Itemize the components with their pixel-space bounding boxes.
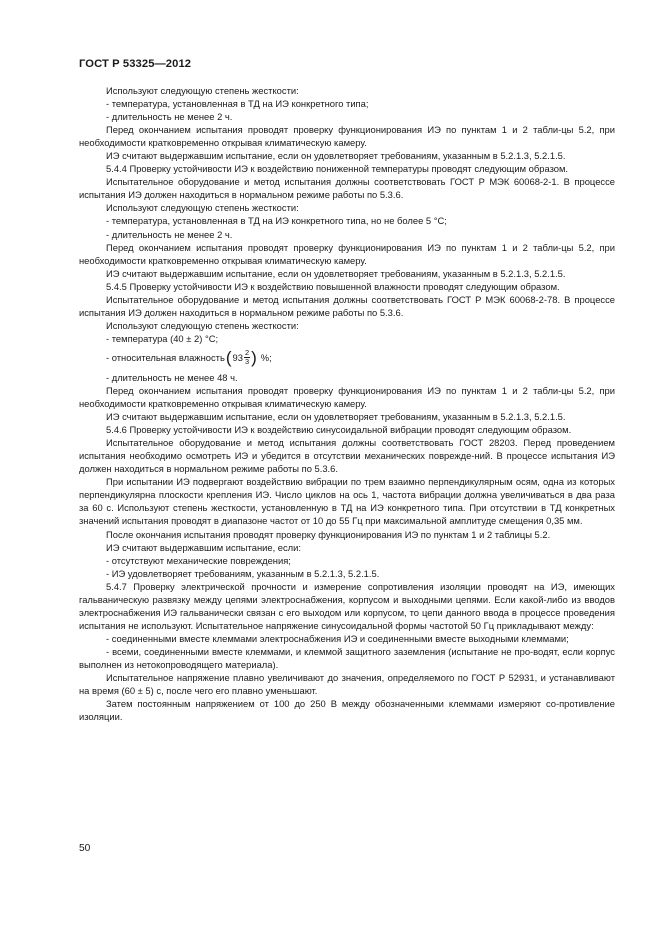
paragraph: ИЭ считают выдержавшим испытание, если он удовлетворяет требованиям, указанным в 5.2.1.3, 5.2.1.5.	[106, 411, 566, 423]
humidity-tolerance	[244, 349, 250, 366]
list-item: - длительность не менее 2 ч.	[106, 111, 233, 123]
paragraph: Испытательное оборудование и метод испытания должны соответствовать ГОСТ 28203. Перед проведением испытания необходимо осмотреть ИЭ и убедится в отсутствии механических поврежде-ний. В процессе испытания ИЭ должен находиться в нормальном режиме работы по 5.3.6.	[79, 437, 615, 475]
paragraph: Испытательное оборудование и метод испытания должны соответствовать ГОСТ Р МЭК 60068-2-1. В процессе испытания ИЭ должен находиться в нормальном режиме работы по 5.3.6.	[79, 176, 615, 201]
humidity-value: 93	[232, 352, 243, 364]
paragraph: При испытании ИЭ подвергают воздействию вибрации по трем взаимно перпендикулярным осям, одна из которых перпендикулярна плоскости крепления ИЭ. Число циклов на ось 1, частота вибрации должна увеличиваться в два раза за 60 с. Используют степень жесткости, установленную в ТД на ИЭ конкретного типа. При отсутствии в ТД конкретных значений испытания проводят в диапазоне частот от 10 до 55 Гц при максимальной амплитуде смещения 0,35 мм.	[79, 476, 615, 527]
open-paren-glyph: (	[225, 348, 232, 368]
paragraph: ИЭ считают выдержавшим испытание, если он удовлетворяет требованиям, указанным в 5.2.1.3, 5.2.1.5.	[106, 267, 566, 279]
humidity-list-item	[79, 347, 615, 369]
document-body	[79, 84, 615, 723]
list-item: - ИЭ удовлетворяет требованиям, указанным в 5.2.1.3, 5.2.1.5.	[106, 567, 380, 579]
paragraph: Перед окончанием испытания проводят проверку функционирования ИЭ по пунктам 1 и 2 табли-цы 5.2, при необходимости кратковременно открывая климатическую камеру.	[79, 124, 615, 149]
list-item: - длительность не менее 2 ч.	[106, 228, 233, 240]
humidity-unit: %;	[260, 352, 272, 364]
paragraph: ИЭ считают выдержавшим испытание, если он удовлетворяет требованиям, указанным в 5.2.1.3, 5.2.1.5.	[106, 150, 566, 162]
list-item: - длительность не менее 48 ч.	[106, 371, 238, 383]
document-code-header: ГОСТ Р 53325—2012	[79, 58, 192, 70]
list-item: - температура, установленная в ТД на ИЭ конкретного типа;	[106, 98, 369, 110]
paragraph: ИЭ считают выдержавшим испытание, если:	[106, 541, 301, 553]
list-item: - соединенными вместе клеммами электроснабжения ИЭ и соединенными вместе выходными клеммами;	[106, 632, 569, 644]
section-5-4-5: 5.4.5 Проверку устойчивости ИЭ к воздействию повышенной влажности проводят следующим образом.	[106, 280, 560, 292]
paragraph: Затем постоянным напряжением от 100 до 250 В между обозначенными клеммами измеряют со-противление изоляции.	[79, 698, 615, 723]
page-number: 50	[79, 843, 91, 854]
list-item: - температура (40 ± 2) °С;	[106, 332, 219, 344]
paragraph: Перед окончанием испытания проводят проверку функционирования ИЭ по пунктам 1 и 2 табли-цы 5.2, при необходимости кратковременно открывая климатическую камеру.	[79, 241, 615, 266]
close-paren-glyph: )	[251, 348, 257, 368]
tolerance-minus: 3	[244, 357, 250, 367]
list-item: - температура, установленная в ТД на ИЭ конкретного типа, но не более 5 °С;	[106, 215, 447, 227]
paragraph: После окончания испытания проводят проверку функционирования ИЭ по пунктам 1 и 2 таблицы 5.2.	[106, 528, 551, 540]
section-5-4-6: 5.4.6 Проверку устойчивости ИЭ к воздействию синусоидальной вибрации проводят следующим образом.	[106, 424, 572, 436]
paragraph: Испытательное напряжение плавно увеличивают до значения, определяемого по ГОСТ Р 52931, и устанавливают на время (60 ± 5) с, после чего его плавно уменьшают.	[79, 672, 615, 697]
list-item: - всеми, соединенными вместе клеммами, и клеммой защитного заземления (испытание не про-водят, если корпус выполнен из нетокопроводящего материала).	[79, 645, 615, 670]
humidity-formula	[225, 349, 258, 366]
paragraph: Используют следующую степень жесткости:	[106, 202, 299, 214]
humidity-label: - относительная влажность	[106, 352, 225, 364]
paragraph: Используют следующую степень жесткости:	[106, 319, 299, 331]
paragraph: Испытательное оборудование и метод испытания должны соответствовать ГОСТ Р МЭК 60068-2-78. В процессе испытания ИЭ должен находиться в нормальном режиме работы по 5.3.6.	[79, 293, 615, 318]
tolerance-plus: 2	[244, 348, 250, 358]
paragraph: Используют следующую степень жесткости:	[106, 85, 299, 96]
section-5-4-4: 5.4.4 Проверку устойчивости ИЭ к воздействию пониженной температуры проводят следующим образом.	[106, 163, 569, 175]
paragraph: Перед окончанием испытания проводят проверку функционирования ИЭ по пунктам 1 и 2 табли-цы 5.2, при необходимости кратковременно открывая климатическую камеру.	[79, 384, 615, 410]
section-5-4-7: 5.4.7 Проверку электрической прочности и измерение сопротивления изоляции проводят на ИЭ, имеющих гальваническую развязку между цепями электроснабжения, корпусом и выходными цепями. Если какой-либо из вводов электроснабжения ИЭ гальванически связан с его выходом или корпусом, то цепи данного ввода в процессе проведения испытания не используют. Испытательное напряжение синусоидальной формы частотой 50 Гц прикладывают между:	[79, 580, 615, 631]
list-item: - отсутствуют механические повреждения;	[106, 554, 291, 566]
